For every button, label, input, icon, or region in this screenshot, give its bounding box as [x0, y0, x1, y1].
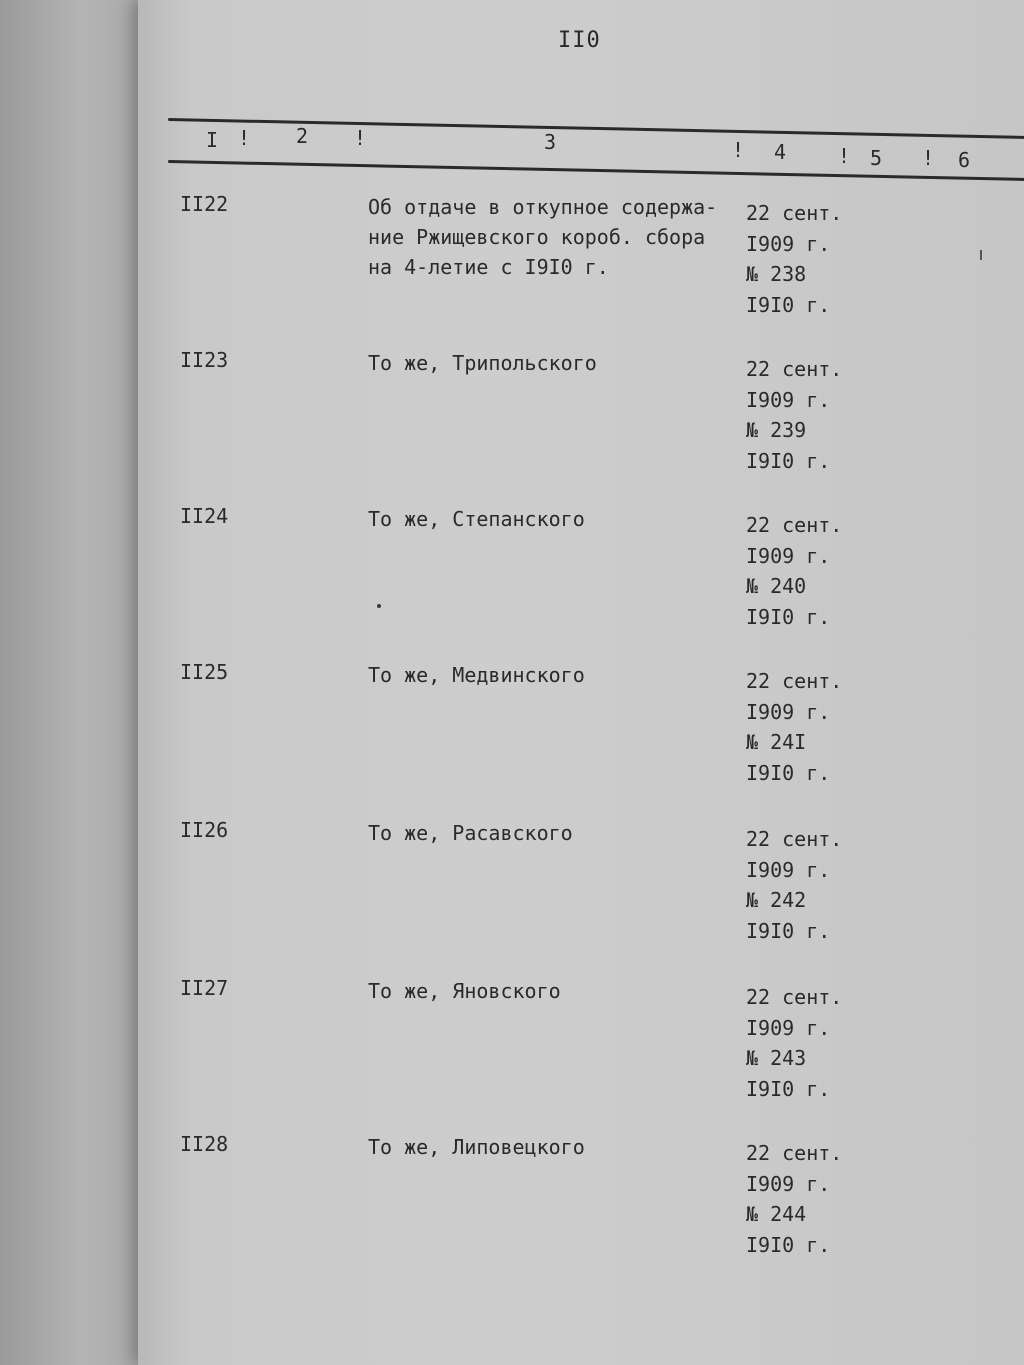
- page-number: II0: [558, 28, 601, 53]
- period-year: I9I0 г.: [746, 1076, 831, 1101]
- entry-number: II23: [180, 348, 229, 372]
- entry-date: [746, 1138, 842, 1260]
- header-col-5: 5: [870, 146, 883, 170]
- header-col-6: 6: [958, 148, 971, 172]
- table-row: [138, 818, 1024, 968]
- date-year: I909 г.: [746, 1015, 831, 1040]
- document-number: № 24I: [746, 730, 807, 754]
- entry-number: II24: [180, 504, 229, 528]
- entry-description: То же, Трипольского: [368, 351, 597, 375]
- table-row: [138, 348, 1024, 498]
- entry-number: II28: [180, 1132, 229, 1156]
- header-col-4: 4: [774, 140, 787, 164]
- entry-date: [746, 354, 842, 476]
- entry-number: II27: [180, 976, 229, 1000]
- entry-description: То же, Липовецкого: [368, 1135, 585, 1159]
- adjacent-page-edge: [0, 0, 150, 1365]
- document-number: № 242: [746, 888, 807, 912]
- document-number: № 244: [746, 1202, 807, 1226]
- entry-number: II22: [180, 192, 229, 216]
- table-row: [138, 1132, 1024, 1282]
- entry-date: [746, 824, 842, 946]
- table-row: [138, 976, 1024, 1126]
- entry-number: II25: [180, 660, 229, 684]
- header-col-3: 3: [544, 130, 557, 154]
- date-year: I909 г.: [746, 699, 831, 724]
- header-separator: !: [838, 144, 851, 168]
- date-year: I909 г.: [746, 1171, 831, 1196]
- table-row: [138, 504, 1024, 654]
- date-day: 22 сент.: [746, 985, 843, 1009]
- period-year: I9I0 г.: [746, 918, 831, 943]
- header-separator: !: [922, 146, 935, 170]
- date-year: I909 г.: [746, 543, 831, 568]
- table-row: [138, 660, 1024, 810]
- date-day: 22 сент.: [746, 669, 843, 693]
- ink-speck: [377, 604, 381, 608]
- date-day: 22 сент.: [746, 357, 843, 381]
- entry-date: [746, 510, 842, 632]
- header-separator: !: [354, 126, 367, 150]
- header-col-1: I: [206, 128, 219, 152]
- period-year: I9I0 г.: [746, 1232, 831, 1257]
- header-col-2: 2: [296, 124, 309, 148]
- date-day: 22 сент.: [746, 827, 843, 851]
- date-year: I909 г.: [746, 231, 831, 256]
- period-year: I9I0 г.: [746, 292, 831, 317]
- header-separator: !: [238, 126, 251, 150]
- table-header-bottom-rule: [168, 160, 1024, 181]
- date-day: 22 сент.: [746, 1141, 843, 1165]
- entry-description: То же, Медвинского: [368, 663, 585, 687]
- margin-mark: [980, 250, 982, 260]
- entry-date: [746, 982, 842, 1104]
- entry-description: То же, Расавского: [368, 821, 573, 845]
- entry-description: То же, Яновского: [368, 979, 561, 1003]
- date-day: 22 сент.: [746, 201, 843, 225]
- period-year: I9I0 г.: [746, 760, 831, 785]
- entry-description: То же, Степанского: [368, 507, 585, 531]
- entry-number: II26: [180, 818, 229, 842]
- document-page: [138, 0, 1024, 1365]
- period-year: I9I0 г.: [746, 604, 831, 629]
- table-row: [138, 192, 1024, 342]
- date-year: I909 г.: [746, 857, 831, 882]
- document-number: № 240: [746, 574, 807, 598]
- entry-date: [746, 198, 842, 320]
- date-year: I909 г.: [746, 387, 831, 412]
- header-separator: !: [732, 138, 745, 162]
- period-year: I9I0 г.: [746, 448, 831, 473]
- document-number: № 243: [746, 1046, 807, 1070]
- document-number: № 239: [746, 418, 807, 442]
- entry-description: Об отдаче в откупное содержа- ние Ржищевского короб. сбора на 4-летие с I9I0 г.: [368, 195, 718, 279]
- entry-date: [746, 666, 842, 788]
- date-day: 22 сент.: [746, 513, 843, 537]
- document-number: № 238: [746, 262, 807, 286]
